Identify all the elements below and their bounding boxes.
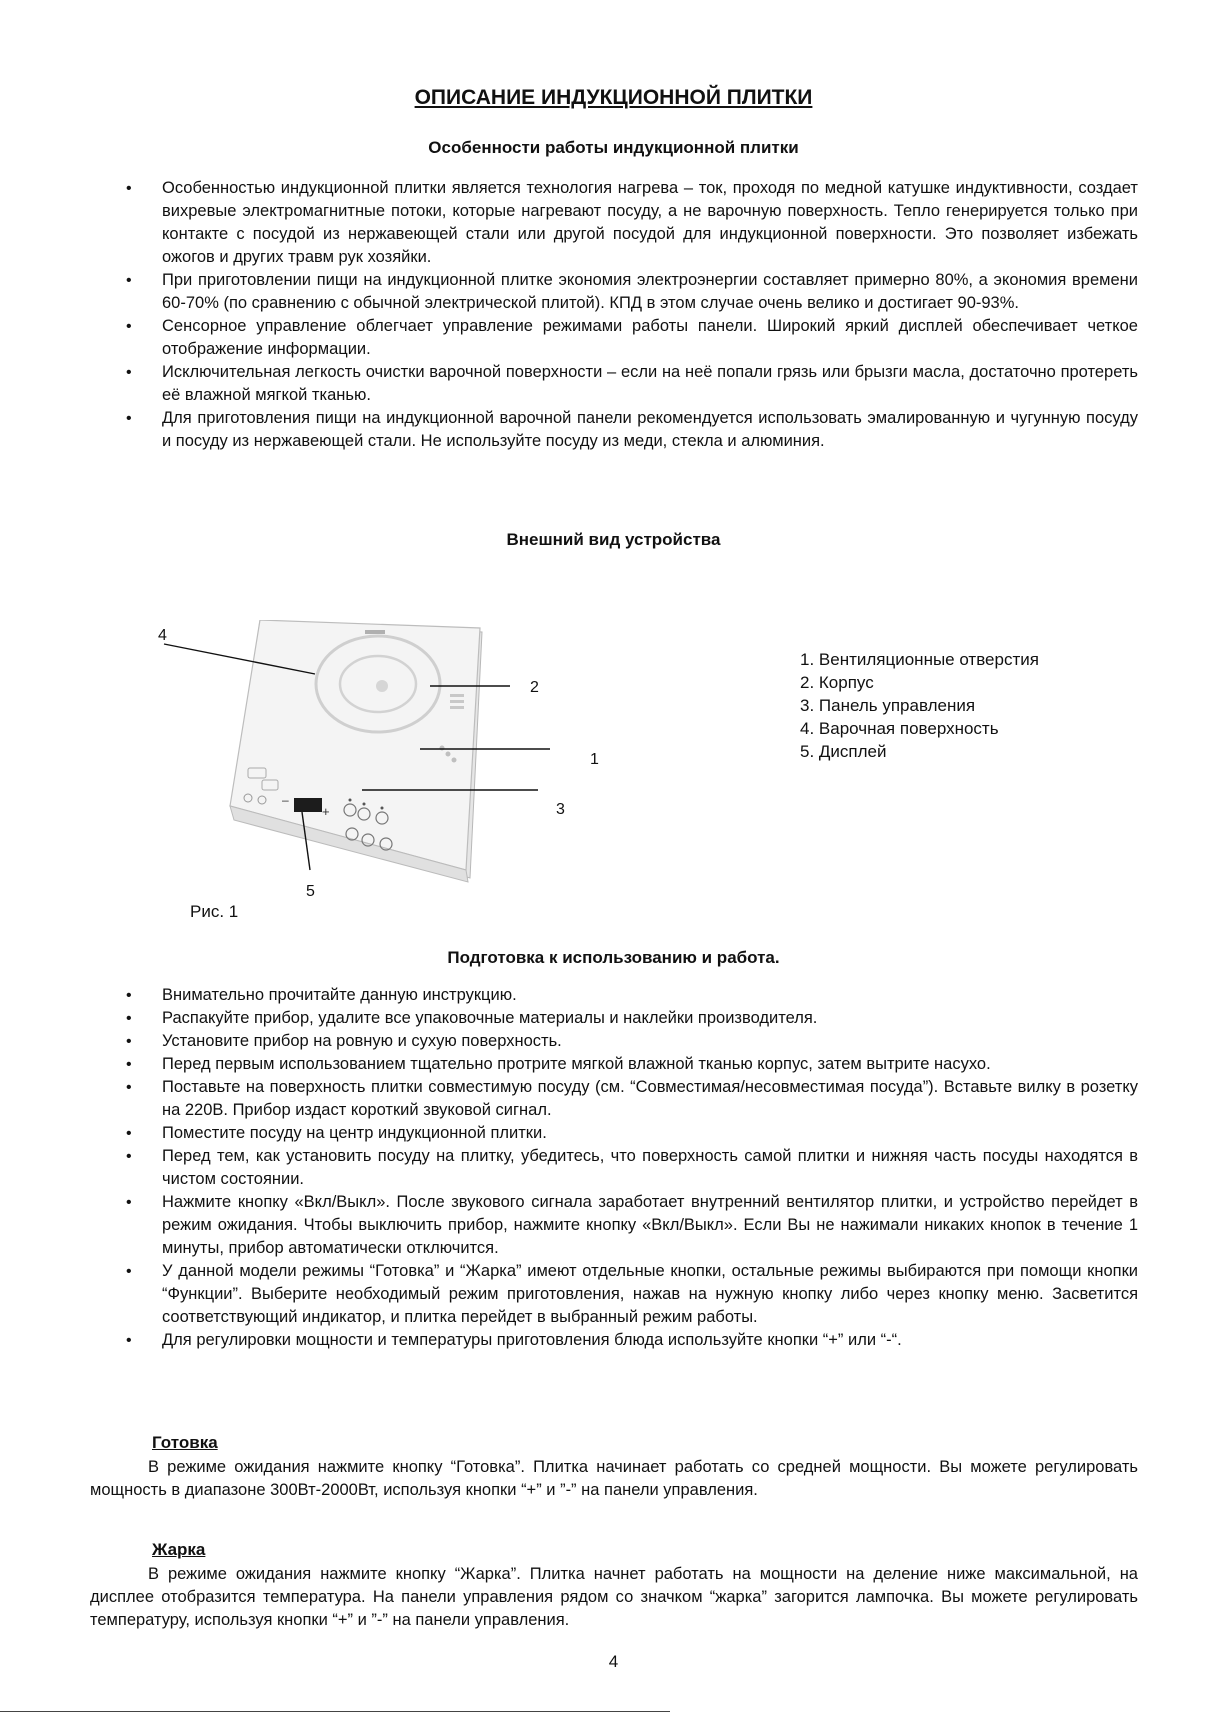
list-item: • Перед первым использованием тщательно протрите мягкой влажной тканью корпус, затем вытрите насухо. (120, 1053, 1138, 1076)
ventilation-holes (450, 694, 464, 709)
figure-caption: Рис. 1 (190, 902, 239, 921)
legend-item: 5. Дисплей (800, 742, 887, 761)
plus-label: + (322, 804, 330, 819)
list-item: • Установите прибор на ровную и сухую поверхность. (120, 1030, 1138, 1053)
frying-text: В режиме ожидания нажмите кнопку “Жарка”. Плитка начнет работать на мощности на деление ниже максимальной, на дисплее отобразится температура. На панели управления рядом со значком “жарка” загорится лампочка. Вы можете регулировать температуру, используя кнопки “+” и ”-” на панели управления. (90, 1565, 1138, 1629)
list-item: • Исключительная легкость очистки варочной поверхности – если на неё попали грязь или брызги масла, достаточно протереть её влажной мягкой тканью. (120, 361, 1138, 407)
list-item: • Нажмите кнопку «Вкл/Выкл». После звукового сигнала заработает внутренний вентилятор плитки, и устройство перейдет в режим ожидания. Чтобы выключить прибор, нажмите кнопку «Вкл/Выкл». Если Вы не нажимали никаких кнопок в течение 1 минуты, прибор автоматически отключится. (120, 1191, 1138, 1260)
page-title: ОПИСАНИЕ ИНДУКЦИОННОЙ ПЛИТКИ (414, 86, 813, 109)
callout-5: 5 (306, 883, 315, 900)
legend-item: 2. Корпус (800, 673, 874, 692)
brand-logo (365, 630, 385, 634)
center-mark-icon (376, 680, 388, 692)
list-item: • Поставьте на поверхность плитки совместимую посуду (см. “Совместимая/несовместимая посуда”). Вставьте вилку в розетку на 220В. Прибор издаст короткий звуковой сигнал. (120, 1076, 1138, 1122)
callout-3: 3 (556, 801, 565, 818)
figure-legend (800, 648, 1039, 763)
cooking-title: Готовка (152, 1433, 218, 1452)
frying-title: Жарка (152, 1540, 206, 1559)
cooktop-surface (230, 620, 480, 870)
list-item: • Сенсорное управление облегчает управление режимами работы панели. Широкий яркий дисплей обеспечивает четкое отображение информации. (120, 315, 1138, 361)
cooking-text: В режиме ожидания нажмите кнопку “Готовка”. Плитка начинает работать со средней мощности. Вы можете регулировать мощность в диапазоне 300Вт-2000Вт, используя кнопки “+” и ”-” на панели управления. (90, 1458, 1138, 1499)
preparation-list (120, 984, 1138, 1352)
features-heading: Особенности работы индукционной плитки (428, 138, 799, 157)
features-list (120, 177, 1138, 453)
callout-4: 4 (158, 627, 167, 644)
list-item: • Для регулировки мощности и температуры приготовления блюда используйте кнопки “+” или “-“. (120, 1329, 1138, 1352)
footer-divider (0, 1711, 670, 1712)
callout-1: 1 (590, 751, 599, 768)
list-item: • У данной модели режимы “Готовка” и “Жарка” имеют отдельные кнопки, остальные режимы выбираются при помощи кнопки “Функции”. Выберите необходимый режим приготовления, нажав на нужную кнопку либо через кнопку меню. Засветится соответствующий индикатор, и плитка перейдет в выбранный режим работы. (120, 1260, 1138, 1329)
minus-label: – (282, 793, 289, 807)
list-item: • При приготовлении пищи на индукционной плитке экономия электроэнергии составляет примерно 80%, а экономия времени 60-70% (по сравнению с обычной электрической плитой). КПД в этом случае очень велико и достигает 90-93%. (120, 269, 1138, 315)
callout-2: 2 (530, 679, 539, 696)
legend-item: 3. Панель управления (800, 696, 976, 715)
preparation-heading: Подготовка к использованию и работа. (447, 948, 780, 967)
display (294, 798, 322, 812)
legend-item: 1. Вентиляционные отверстия (800, 650, 1039, 669)
list-item: • Перед тем, как установить посуду на плитку, убедитесь, что поверхность самой плитки и нижняя часть посуды находятся в чистом состоянии. (120, 1145, 1138, 1191)
page-number: 4 (608, 1652, 619, 1671)
list-item: • Для приготовления пищи на индукционной варочной панели рекомендуется использовать эмалированную и чугунную посуду и посуду из нержавеющей стали. Не используйте посуду из меди, стекла и алюминия. (120, 407, 1138, 453)
legend-item: 4. Варочная поверхность (800, 719, 999, 738)
list-item: • Внимательно прочитайте данную инструкцию. (120, 984, 1138, 1007)
list-item: • Распакуйте прибор, удалите все упаковочные материалы и наклейки производителя. (120, 1007, 1138, 1030)
device-illustration (150, 620, 670, 920)
list-item: • Поместите посуду на центр индукционной плитки. (120, 1122, 1138, 1145)
list-item: • Особенностью индукционной плитки является технология нагрева – ток, проходя по медной катушке индуктивности, создает вихревые электромагнитные потоки, которые нагревают посуду, а не варочную поверхность. Тепло генерируется только при контакте с посудой из нержавеющей стали или другой посудой для индукционной поверхности. Это позволяет избежать ожогов и других травм рук хозяйки. (120, 177, 1138, 269)
appearance-heading: Внешний вид устройства (506, 530, 721, 549)
